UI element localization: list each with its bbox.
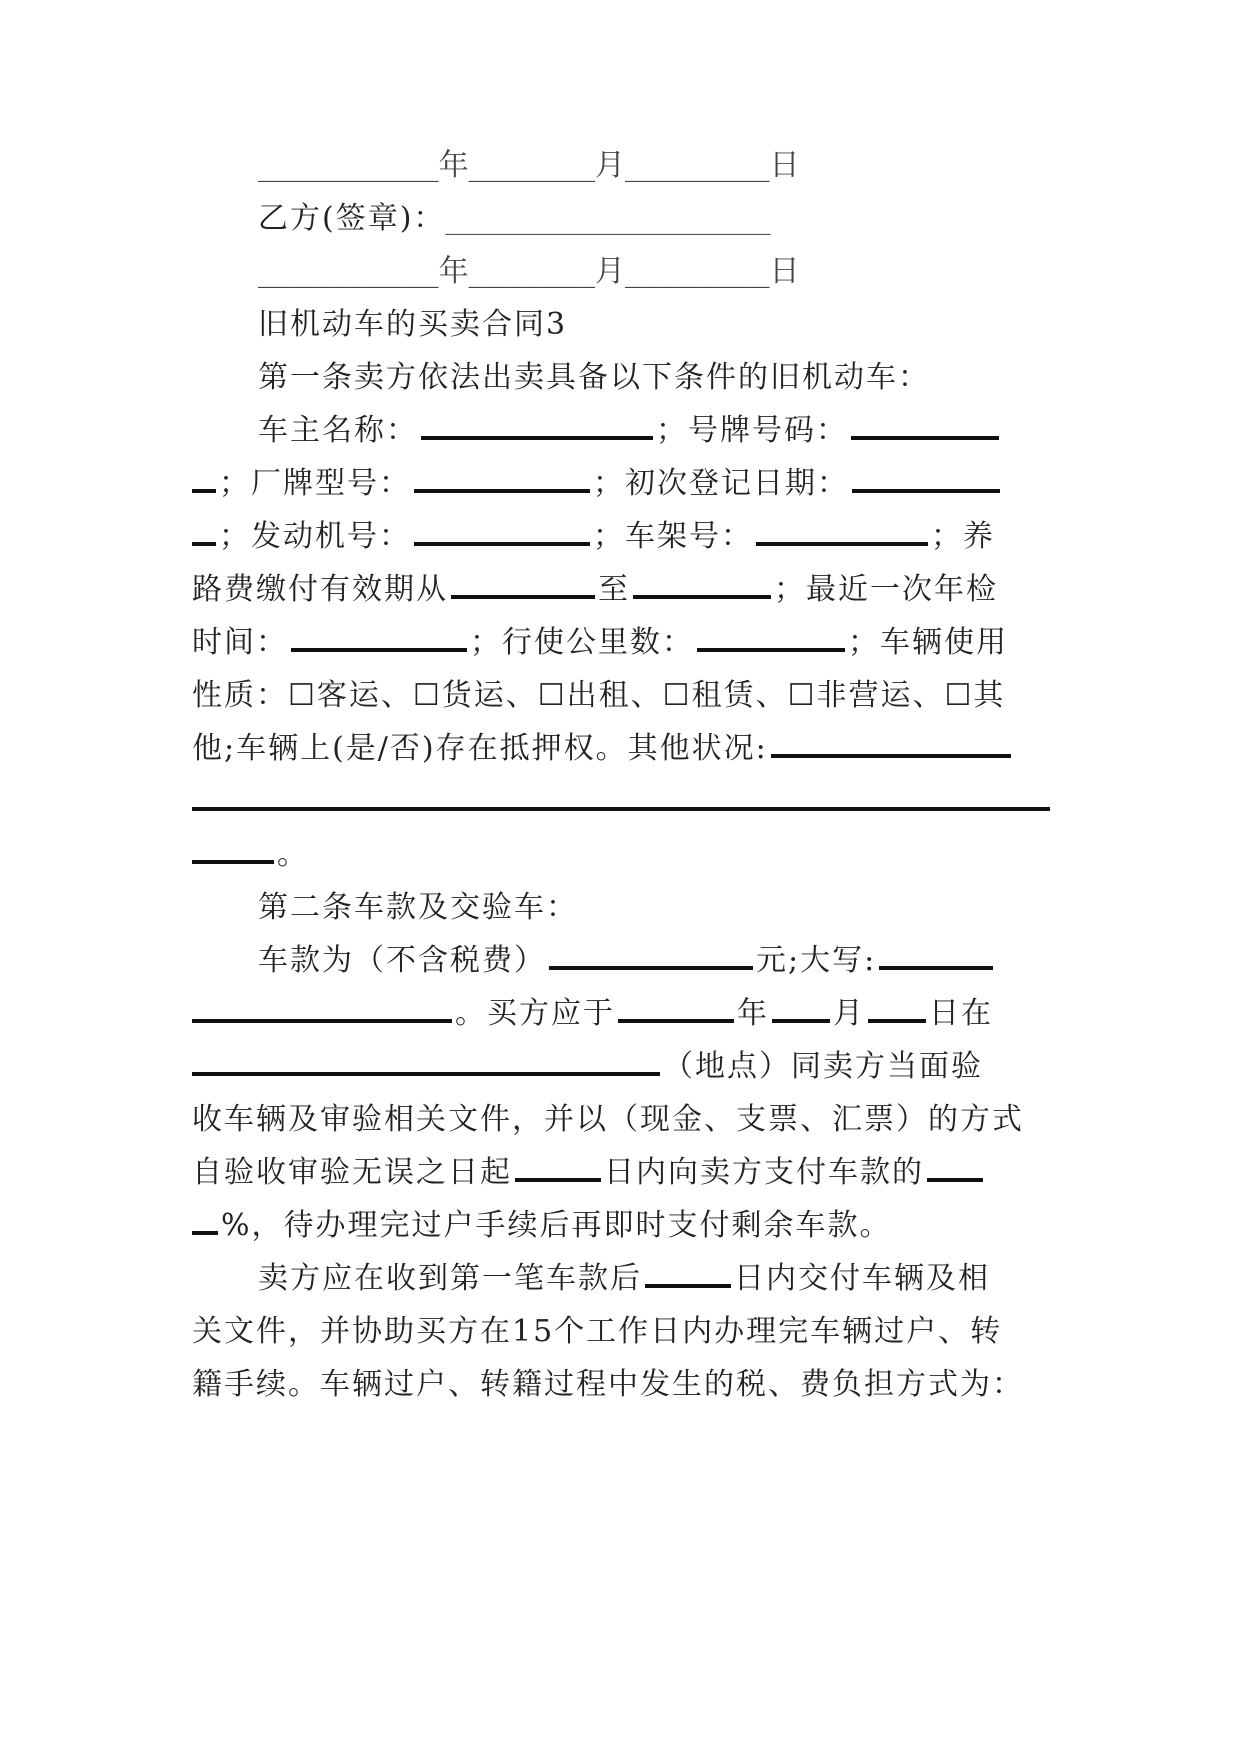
register-date-blank [852, 489, 1000, 493]
day-blank [868, 1019, 926, 1023]
payment-days-blank [515, 1178, 601, 1182]
article2-p2-line2: 关文件，并协助买方在15个工作日内办理完车辆过户、转 [192, 1314, 1003, 1349]
fee-to-blank [633, 595, 771, 599]
article2-line5: 自验收审验无误之日起 日内向卖方支付车款的 [192, 1144, 1052, 1202]
date-line-1: __________年_______月________日 [258, 148, 800, 183]
article1-line2: ；厂牌型号： ；初次登记日期： [192, 455, 1052, 513]
mileage-blank [697, 648, 845, 652]
article1-line9: 。 [192, 826, 1052, 884]
percent-blank-cont [192, 1231, 218, 1235]
party-b-label: 乙方(签章)： [258, 201, 446, 236]
article1-line3: ；发动机号： ；车架号： ；养 [192, 508, 1052, 566]
percent-blank [927, 1178, 983, 1182]
article2-line1: 车款为（不含税费） 元;大写: [258, 932, 1118, 990]
article1-line7: 他;车辆上(是/否)存在抵押权。其他状况: [192, 720, 1052, 778]
article2-p2-line1: 卖方应在收到第一笔车款后 日内交付车辆及相 [258, 1261, 990, 1296]
doc-title: 旧机动车的买卖合同3 [258, 307, 568, 342]
inspection-time-blank [291, 648, 467, 652]
year-blank [618, 1019, 734, 1023]
other-status-blank [771, 754, 1011, 758]
model-blank [414, 489, 590, 493]
other-status-blank-end [192, 860, 274, 864]
plate-blank [851, 436, 999, 440]
price-words-blank [879, 966, 993, 970]
article1-line6: 性质：☐客运、☐货运、☐出租、☐租赁、☐非营运、☐其 [192, 678, 1006, 713]
fee-from-blank [451, 595, 595, 599]
price-words-blank-cont [192, 1019, 452, 1023]
article1-line8 [192, 773, 1052, 831]
party-b-signature-line [258, 190, 1118, 248]
delivery-days-blank [645, 1284, 731, 1288]
date-line-2: __________年_______月________日 [258, 254, 800, 289]
article2-line2: 。买方应于 年 月 日在 [192, 985, 1052, 1043]
article2-line4: 收车辆及审验相关文件，并以（现金、支票、汇票）的方式 [192, 1102, 1024, 1137]
owner-blank [421, 436, 653, 440]
article1-heading: 第一条卖方依法出卖具备以下条件的旧机动车： [258, 360, 930, 395]
engine-no-blank [414, 542, 590, 546]
article2-line6: %，待办理完过户手续后再即时支付剩余车款。 [192, 1197, 1052, 1255]
frame-no-blank [756, 542, 928, 546]
article2-p2-line3: 籍手续。车辆过户、转籍过程中发生的税、费负担方式为： [192, 1367, 1024, 1402]
register-date-blank-cont [192, 542, 216, 546]
other-status-blank-cont [192, 807, 1050, 811]
article2-heading: 第二条车款及交验车： [258, 890, 578, 925]
article2-line3: （地点）同卖方当面验 [192, 1038, 1052, 1096]
location-blank [192, 1072, 660, 1076]
plate-blank-cont [192, 489, 216, 493]
article1-line5: 时间： ；行使公里数： ；车辆使用 [192, 625, 1008, 660]
party-b-blank: __________________ [445, 201, 771, 236]
month-blank [772, 1019, 830, 1023]
article1-line4: 路费缴付有效期从 至 ；最近一次年检 [192, 572, 998, 607]
price-blank [549, 966, 753, 970]
article1-line1: 车主名称： ；号牌号码： [258, 402, 1052, 460]
